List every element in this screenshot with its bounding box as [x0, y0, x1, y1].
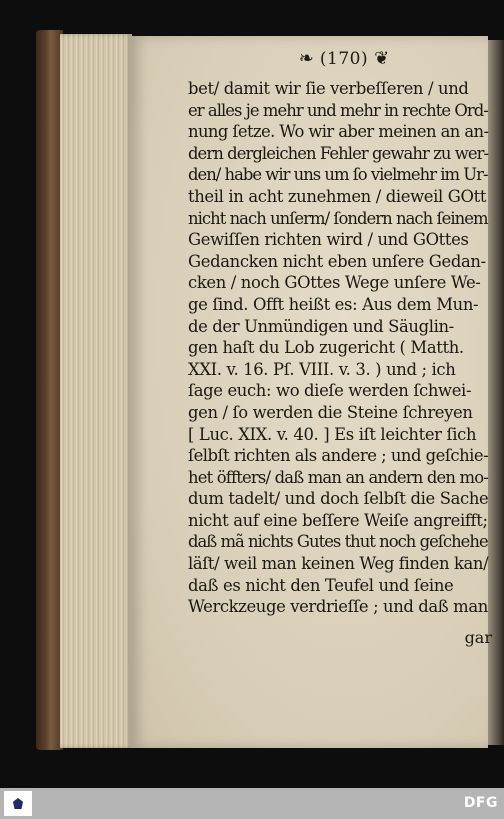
text-line: cken / noch GOttes Wege unſere We- — [188, 273, 481, 293]
text-line: bet/ damit wir ſie verbeſſeren / und — [188, 79, 469, 98]
text-line: daß mã nichts Gutes thut noch geſchehe — [188, 532, 488, 552]
text-line: gen haſt du Lob zugericht ( Matth. — [188, 338, 464, 358]
page-edges — [60, 34, 132, 748]
text-line: ſage euch: wo dieſe werden ſchwei- — [188, 381, 472, 401]
text-line: dern dergleichen Fehler gewahr zu wer- — [188, 143, 489, 163]
catchword: gar — [464, 628, 492, 647]
page-number: (170) — [319, 49, 369, 69]
text-line: Gedancken nicht eben unſere Gedan- — [188, 251, 486, 271]
eagle-icon — [13, 798, 23, 809]
text-line: XXI. v. 16. Pſ. VIII. v. 3. ) und ; ich — [188, 359, 456, 379]
text-line: den/ habe wir uns um ſo vielmehr im Ur- — [188, 165, 488, 185]
text-line: gen / ſo werden die Steine ſchreyen — [188, 402, 473, 422]
ornament-left-icon: ❧ — [298, 48, 314, 69]
text-line: de der Unmündigen und Säuglin- — [188, 316, 454, 336]
text-line: dum tadelt/ und doch ſelbſt die Sache — [188, 489, 489, 509]
text-line: läſt/ weil man keinen Weg finden kan/ — [188, 554, 489, 574]
ornament-right-icon: ❦ — [374, 48, 390, 69]
text-line: [ Luc. XIX. v. 40. ] Es iſt leichter ſich — [188, 424, 477, 444]
page-header — [284, 46, 404, 72]
institution-logo — [4, 791, 32, 816]
text-line: nicht auf eine beſſere Weiſe angreifft; — [188, 510, 488, 530]
viewer-footer — [0, 788, 504, 819]
text-line: nicht nach unſerm/ ſondern nach ſeinem — [188, 208, 488, 228]
text-line: er alles je mehr und mehr in rechte Ord- — [188, 100, 488, 120]
book-cover — [36, 30, 63, 750]
dfg-logo: DFG — [463, 795, 498, 811]
text-line: Werckzeuge verdrieſſe ; und daß man — [188, 597, 488, 617]
text-line: Gewiſſen richten wird / und GOttes — [188, 230, 469, 250]
text-line: ge ſind. Offt heißt es: Aus dem Mun- — [188, 294, 479, 314]
text-line: theil in acht zunehmen / dieweil GOtt — [188, 186, 487, 206]
text-line: ſelbſt richten als andere ; und geſchie- — [188, 446, 489, 466]
text-line: daß es nicht den Teufel und ſeine — [188, 575, 454, 595]
page-body-text — [188, 78, 490, 618]
text-line: het öffters/ daß man an andern den mo- — [188, 467, 488, 487]
text-line: nung ſetze. Wo wir aber meinen an an- — [188, 122, 489, 142]
